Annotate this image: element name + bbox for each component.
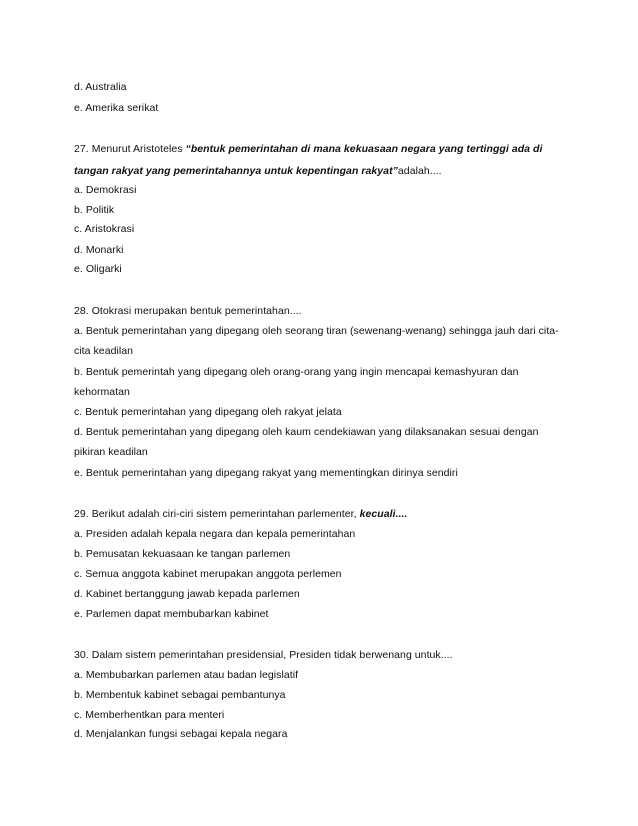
q30-option-c: c. Memberhentkan para menteri <box>74 709 225 721</box>
q29-option-c: c. Semua anggota kabinet merupakan anggota perlemen <box>74 568 342 580</box>
q29-emphasis: kecuali.... <box>359 508 408 520</box>
q27-option-a: a. Demokrasi <box>74 184 137 196</box>
q26-option-e: e. Amerika serikat <box>74 102 159 114</box>
q28-option-c: c. Bentuk pemerintahan yang dipegang oleh rakyat jelata <box>74 406 342 418</box>
q28-option-b-line-1: b. Bentuk pemerintah yang dipegang oleh orang-orang yang ingin mencapai kemashyuran dan <box>74 366 519 378</box>
q27-option-e: e. Oligarki <box>74 263 122 275</box>
q28-option-a-line-2: cita keadilan <box>74 345 134 357</box>
q26-option-d: d. Australia <box>74 81 127 93</box>
q28-option-d-line-2: pikiran keadilan <box>74 446 148 458</box>
q29-question-text: 29. Berikut adalah ciri-ciri sistem pemerintahan parlementer, <box>74 508 360 520</box>
q27-option-d: d. Monarki <box>74 244 124 256</box>
q28-option-d-line-1: d. Bentuk pemerintahan yang dipegang oleh kaum cendekiawan yang dilaksanakan sesuai dengan <box>74 426 539 438</box>
q27-question-line-1 <box>74 142 542 156</box>
q27-question-line-2 <box>74 164 442 178</box>
q27-option-b: b. Politik <box>74 204 115 216</box>
q29-option-e: e. Parlemen dapat membubarkan kabinet <box>74 608 269 620</box>
q28-option-b-line-2: kehormatan <box>74 386 130 398</box>
q27-lead: 27. Menurut Aristoteles <box>74 143 186 155</box>
q30-option-d: d. Menjalankan fungsi sebagai kepala negara <box>74 728 288 740</box>
q27-quote-2: tangan rakyat yang pemerintahannya untuk kepentingan rakyat” <box>74 165 398 177</box>
q27-tail: adalah.... <box>397 165 442 177</box>
q28-option-a-line-1: a. Bentuk pemerintahan yang dipegang oleh seorang tiran (sewenang-wenang) sehingga jauh dari cita- <box>74 325 559 337</box>
q27-quote-1: “bentuk pemerintahan di mana kekuasaan negara yang tertinggi ada di <box>185 143 543 155</box>
q28-question: 28. Otokrasi merupakan bentuk pemerintahan.... <box>74 305 302 317</box>
q28-option-e: e. Bentuk pemerintahan yang dipegang rakyat yang mementingkan dirinya sendiri <box>74 467 458 479</box>
q29-option-a: a. Presiden adalah kepala negara dan kepala pemerintahan <box>74 528 356 540</box>
q29-option-d: d. Kabinet bertanggung jawab kepada parlemen <box>74 588 300 600</box>
q27-option-c: c. Aristokrasi <box>74 223 135 235</box>
q30-option-b: b. Membentuk kabinet sebagai pembantunya <box>74 689 286 701</box>
q30-question: 30. Dalam sistem pemerintahan presidensial, Presiden tidak berwenang untuk.... <box>74 649 453 661</box>
q30-option-a: a. Membubarkan parlemen atau badan legislatif <box>74 669 299 681</box>
q29-question <box>74 507 407 521</box>
q29-option-b: b. Pemusatan kekuasaan ke tangan parlemen <box>74 548 291 560</box>
